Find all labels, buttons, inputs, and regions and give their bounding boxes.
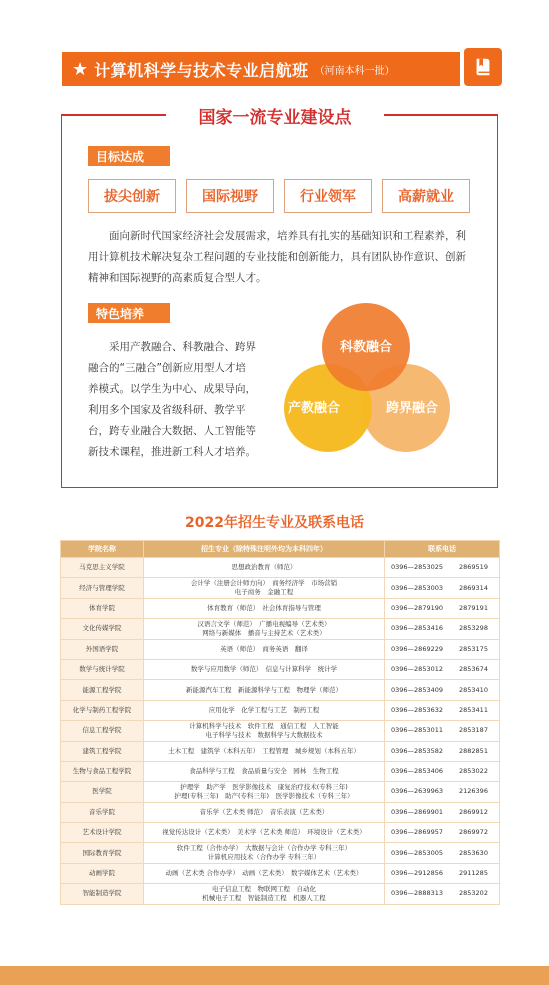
majors-cell	[144, 741, 385, 761]
phone-cell	[385, 741, 500, 761]
feature-paragraph: 采用产教融合、科教融合、跨界融合的“三融合”创新应用型人才培养模式。以学生为中心、成果导向，利用多个国家及省级科研、教学平台，跨专业融合大数据、人工智能等新技术课程，推进新工科人才培养。	[88, 341, 256, 458]
table-row	[61, 578, 500, 598]
phone-primary: 0396—2853025	[391, 563, 443, 572]
phone-primary: 0396—2853416	[391, 624, 443, 633]
phone-secondary: 2869314	[459, 583, 488, 592]
table-row	[61, 863, 500, 883]
table-title: 2022年招生专业及联系电话	[185, 515, 364, 531]
majors-cell	[144, 884, 385, 904]
major-line: 会计学（注册会计师方向） 商务经济学 市场营销	[190, 579, 338, 588]
major-line: 汉语言文学（师范） 广播电视编导（艺术类）	[197, 619, 331, 628]
college-cell: 经济与管理学院	[61, 578, 144, 598]
majors-cell	[144, 721, 385, 741]
venn-diagram	[262, 300, 462, 470]
frame-divider-right	[384, 114, 498, 116]
majors-cell	[144, 700, 385, 720]
major-line: 网络与新媒体 播音与主持艺术（艺术类）	[202, 628, 326, 637]
phone-secondary: 2853410	[459, 685, 488, 694]
majors-cell	[144, 802, 385, 822]
phone-primary: 0396—2639963	[391, 787, 443, 796]
table-body	[61, 558, 500, 905]
table-row	[61, 619, 500, 639]
venn-label-top: 科教融合	[339, 340, 393, 355]
college-cell: 化学与制药工程学院	[61, 700, 144, 720]
phone-secondary: 2869912	[459, 807, 488, 816]
college-cell: 建筑工程学院	[61, 741, 144, 761]
table-row	[61, 659, 500, 679]
phone-primary: 0396—2888313	[391, 889, 443, 898]
phone-primary: 0396—2853409	[391, 685, 443, 694]
major-line: 计算机科学与技术 软件工程 通信工程 人工智能	[189, 721, 339, 730]
majors-cell	[144, 659, 385, 679]
major-line: 护理(专科三年) 助产(专科三年) 医学影像技术（专科三年）	[174, 791, 354, 800]
majors-cell	[144, 598, 385, 618]
college-cell: 文化传媒学院	[61, 619, 144, 639]
phone-secondary: 2853630	[459, 848, 488, 857]
phone-secondary: 2853022	[459, 767, 488, 776]
phone-secondary: 2882851	[459, 746, 488, 755]
college-cell: 信息工程学院	[61, 721, 144, 741]
phone-cell	[385, 721, 500, 741]
major-line: 思想政治教育（师范）	[231, 563, 297, 572]
goal-item: 行业领军	[284, 179, 372, 213]
major-line: 机械电子工程 智能制造工程 机器人工程	[202, 893, 326, 902]
book-icon	[464, 48, 502, 86]
majors-cell	[144, 578, 385, 598]
phone-cell	[385, 558, 500, 578]
college-cell: 动画学院	[61, 863, 144, 883]
majors-cell	[144, 619, 385, 639]
major-line: 视觉传达设计（艺术类） 美术学（艺术类 师范） 环境设计（艺术类）	[162, 828, 366, 837]
table-row	[61, 700, 500, 720]
phone-cell	[385, 823, 500, 843]
phone-primary: 0396—2869957	[391, 828, 443, 837]
goals-tag: 目标达成	[88, 146, 170, 166]
phone-secondary: 2879191	[459, 603, 488, 612]
table-row	[61, 598, 500, 618]
college-cell: 能源工程学院	[61, 680, 144, 700]
phone-cell	[385, 782, 500, 802]
major-line: 数学与应用数学（师范） 信息与计算科学 统计学	[190, 665, 338, 674]
phone-primary: 0396—2869901	[391, 807, 443, 816]
major-line: 电子科学与技术 数据科学与大数据技术	[205, 730, 323, 739]
phone-cell	[385, 802, 500, 822]
major-line: 护理学 助产学 医学影像技术 康复治疗技术(专科三年)	[180, 782, 348, 791]
major-line: 电子信息工程 物联网工程 自动化	[212, 884, 316, 893]
venn-label-right: 跨界融合	[385, 401, 439, 416]
phone-secondary: 2853187	[459, 726, 488, 735]
section-title: 国家一流专业建设点	[198, 108, 352, 128]
phone-secondary: 2853298	[459, 624, 488, 633]
majors-cell	[144, 823, 385, 843]
phone-secondary: 2126396	[459, 787, 488, 796]
phone-cell	[385, 578, 500, 598]
star-icon: ★	[72, 58, 89, 80]
table-row	[61, 782, 500, 802]
major-line: 英语（师范） 商务英语 翻译	[220, 644, 308, 653]
phone-secondary: 2869972	[459, 828, 488, 837]
phone-cell	[385, 680, 500, 700]
header-banner	[62, 52, 460, 86]
phone-cell	[385, 619, 500, 639]
phone-primary: 0396—2853012	[391, 665, 443, 674]
goal-item: 高薪就业	[382, 179, 470, 213]
table-row	[61, 802, 500, 822]
majors-cell	[144, 680, 385, 700]
table-row	[61, 721, 500, 741]
table-row	[61, 639, 500, 659]
major-line: 计算机应用技术（合作办学 专科三年）	[207, 853, 321, 862]
frame-divider-left	[61, 114, 166, 116]
table-header-row	[61, 541, 500, 558]
phone-secondary: 2853674	[459, 665, 488, 674]
phone-primary: 0396—2853632	[391, 705, 443, 714]
majors-cell	[144, 843, 385, 863]
majors-cell	[144, 761, 385, 781]
college-cell: 数学与统计学院	[61, 659, 144, 679]
college-cell: 艺术设计学院	[61, 823, 144, 843]
header-college: 学院名称	[61, 541, 144, 558]
feature-tag: 特色培养	[88, 303, 170, 323]
majors-cell	[144, 639, 385, 659]
goal-item: 国际视野	[186, 179, 274, 213]
college-cell: 马克思主义学院	[61, 558, 144, 578]
phone-primary: 0396—2853011	[391, 726, 443, 735]
major-line: 食品科学与工程 食品质量与安全 园林 生物工程	[189, 767, 339, 776]
phone-cell	[385, 884, 500, 904]
phone-cell	[385, 863, 500, 883]
phone-primary: 0396—2879190	[391, 603, 443, 612]
major-line: 软件工程（合作办学） 大数据与会计（合作办学 专科三年）	[176, 844, 352, 853]
college-cell: 国际教育学院	[61, 843, 144, 863]
major-line: 新能源汽车工程 新能源科学与工程 物理学（师范）	[186, 685, 342, 694]
goal-item: 拔尖创新	[88, 179, 176, 213]
major-line: 体育教育（师范） 社会体育指导与管理	[207, 603, 321, 612]
goals-paragraph: 面向新时代国家经济社会发展需求，培养具有扎实的基础知识和工程素养，利用计算机技术解决复杂工程问题的专业技能和创新能力，具有团队协作意识、创新精神和国际视野的高素质复合型人才。	[88, 230, 466, 284]
phone-primary: 0396—2853005	[391, 848, 443, 857]
phone-cell	[385, 700, 500, 720]
phone-secondary: 2911285	[459, 869, 488, 878]
table-row	[61, 741, 500, 761]
major-line: 音乐学（艺术类 师范） 音乐表演（艺术类）	[199, 807, 329, 816]
majors-table	[60, 540, 500, 905]
footer-bar	[0, 966, 549, 985]
college-cell: 医学院	[61, 782, 144, 802]
major-line: 应用化学 化学工程与工艺 制药工程	[208, 705, 320, 714]
table-row	[61, 761, 500, 781]
phone-primary: 0396—2853406	[391, 767, 443, 776]
phone-cell	[385, 598, 500, 618]
phone-cell	[385, 761, 500, 781]
goals-row	[88, 179, 470, 213]
table-row	[61, 558, 500, 578]
phone-primary: 0396—2853003	[391, 583, 443, 592]
phone-secondary: 2869519	[459, 563, 488, 572]
college-cell: 体育学院	[61, 598, 144, 618]
majors-cell	[144, 558, 385, 578]
phone-cell	[385, 639, 500, 659]
phone-secondary: 2853175	[459, 644, 488, 653]
table-row	[61, 823, 500, 843]
header-phone: 联系电话	[385, 541, 500, 558]
phone-cell	[385, 659, 500, 679]
phone-primary: 0396—2869229	[391, 644, 443, 653]
phone-primary: 0396—2912856	[391, 869, 443, 878]
phone-cell	[385, 843, 500, 863]
major-line: 动画（艺术类 合作办学） 动画（艺术类） 数字媒体艺术（艺术类）	[165, 869, 363, 878]
major-line: 电子商务 金融工程	[234, 588, 294, 597]
banner-subtitle: （河南本科一批）	[314, 65, 395, 77]
phone-primary: 0396—2853582	[391, 746, 443, 755]
majors-cell	[144, 782, 385, 802]
table-row	[61, 843, 500, 863]
college-cell: 外国语学院	[61, 639, 144, 659]
phone-secondary: 2853202	[459, 889, 488, 898]
college-cell: 音乐学院	[61, 802, 144, 822]
college-cell: 生物与食品工程学院	[61, 761, 144, 781]
table-row	[61, 884, 500, 904]
banner-title: 计算机科学与技术专业启航班	[94, 60, 309, 80]
college-cell: 智能制造学院	[61, 884, 144, 904]
majors-cell	[144, 863, 385, 883]
venn-label-left: 产教融合	[287, 401, 341, 416]
table-row	[61, 680, 500, 700]
phone-secondary: 2853411	[459, 705, 488, 714]
header-majors: 招生专业（除特殊注明外均为本科四年）	[144, 541, 385, 558]
major-line: 土木工程 建筑学（本科五年） 工程管理 城乡规划（本科五年）	[168, 746, 360, 755]
